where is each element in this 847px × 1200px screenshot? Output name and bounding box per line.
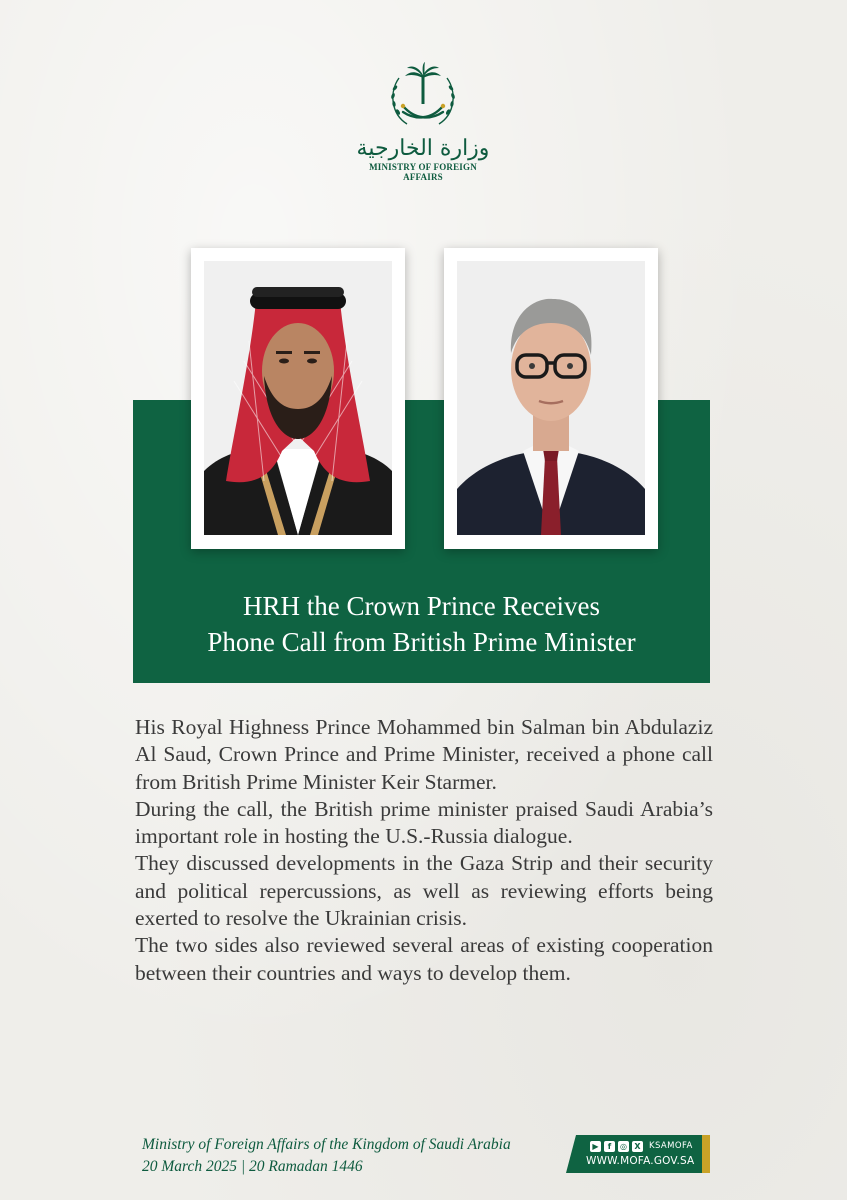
paragraph: The two sides also reviewed several areas of existing cooperation between their countries and ways to develop them. [135,933,713,985]
footer-organization: Ministry of Foreign Affairs of the Kingdom of Saudi Arabia [142,1136,511,1153]
paragraph: They discussed developments in the Gaza Strip and their security and political repercussions, as well as reviewing efforts being exerted to resolve the Ukrainian crisis. [135,851,713,931]
ministry-arabic-name: وزارة الخارجية [356,136,490,161]
photo-frame-prime-minister [444,248,658,549]
gold-accent-bar [702,1135,710,1173]
ministry-logo [353,62,493,192]
crown-prince-photo [204,261,392,535]
article-body [135,714,713,987]
headline-line-2: Phone Call from British Prime Minister [207,627,636,657]
instagram-icon[interactable]: ◎ [618,1141,629,1152]
youtube-icon[interactable]: ▶ [590,1141,601,1152]
paragraph: During the call, the British prime minister praised Saudi Arabia’s important role in hosting the U.S.-Russia dialogue. [135,796,713,849]
footer-date: 20 March 2025 | 20 Ramadan 1446 [142,1158,363,1175]
facebook-icon[interactable]: f [604,1141,615,1152]
palm-swords-emblem-icon [385,62,461,134]
headline-line-1: HRH the Crown Prince Receives [243,591,600,621]
social-badge [566,1135,710,1173]
social-icons-row [590,1139,693,1153]
website-link[interactable]: WWW.MOFA.GOV.SA [586,1155,695,1167]
footer-source [142,1134,511,1178]
x-icon[interactable]: X [632,1141,643,1152]
paragraph: His Royal Highness Prince Mohammed bin Salman bin Abdulaziz Al Saud, Crown Prince and Prime Minister, received a phone call from British Prime Minister Keir Starmer. [135,715,713,794]
prime-minister-photo [457,261,645,535]
social-handle[interactable]: KSAMOFA [649,1140,693,1151]
headline [133,588,710,660]
ministry-english-name: MINISTRY OF FOREIGN AFFAIRS [369,162,477,182]
photo-frame-crown-prince [191,248,405,549]
